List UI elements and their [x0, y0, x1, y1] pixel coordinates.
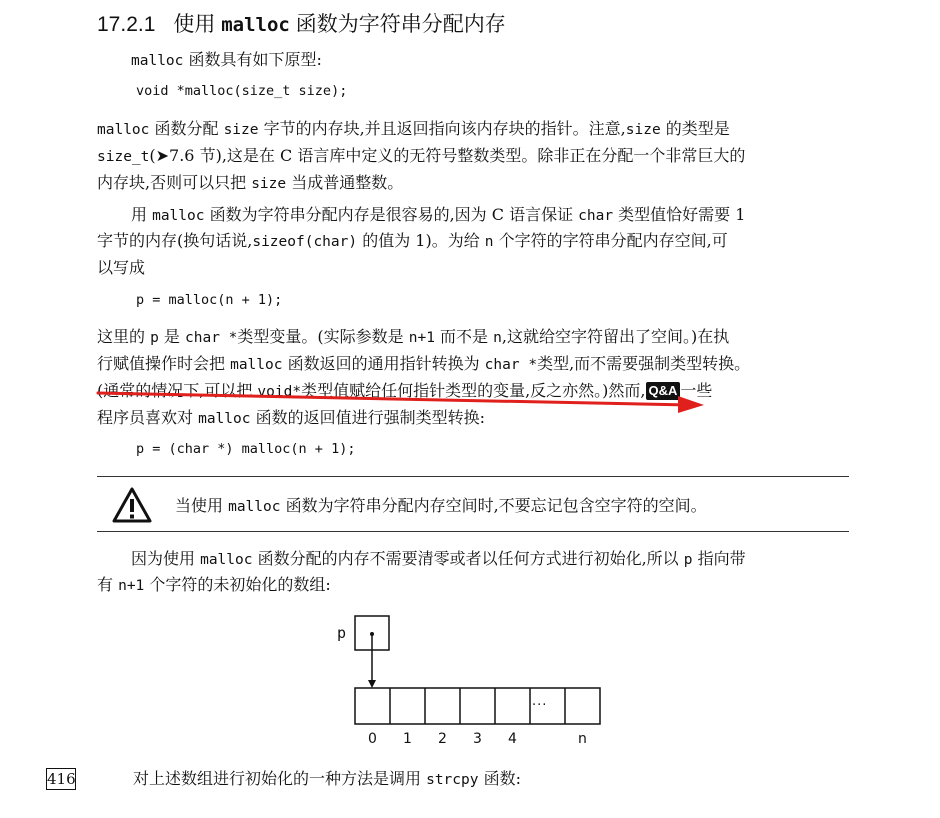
code-span: size — [251, 176, 287, 192]
code-span: size_t — [97, 149, 150, 165]
intro-text: 函数具有如下原型: — [183, 50, 322, 69]
text-span: 程序员喜欢对 — [97, 408, 199, 427]
text-span: 内存块,否则可以只把 — [97, 173, 252, 192]
text-span: 个字符的未初始化的数组: — [144, 575, 331, 594]
code-span: n — [484, 234, 494, 250]
code-span: char — [578, 208, 614, 224]
index-label: 1 — [403, 731, 412, 747]
text-span: 个字符的字符串分配内存空间,可 — [493, 231, 728, 250]
text-span: 函数: — [478, 769, 521, 788]
text-span: 类型变量。(实际参数是 — [237, 327, 409, 346]
text-span: 类型,而不需要强制类型转换。 — [537, 354, 751, 373]
code-span: malloc — [200, 552, 253, 568]
code-span: p — [683, 552, 693, 568]
code-span: char * — [484, 357, 538, 373]
code-malloc-call: p = malloc(n + 1); — [136, 292, 283, 308]
code-span: size — [223, 122, 259, 138]
pointer-label: p — [337, 624, 347, 642]
text-span: 字节的内存块,并且返回指向该内存块的指针。注意, — [258, 119, 626, 138]
index-label: 0 — [368, 731, 377, 747]
text-span: 的类型是 — [660, 119, 730, 138]
text-span: 函数为字符串分配内存空间时,不要忘记包含空字符的空间。 — [280, 496, 707, 515]
index-label: 3 — [473, 731, 482, 747]
heading-pre: 使用 — [173, 13, 222, 36]
text-span: 是 — [158, 327, 186, 346]
code-span: malloc — [230, 357, 283, 373]
array-box — [355, 688, 600, 724]
code-span: n+1 — [408, 330, 435, 346]
code-span: size — [625, 122, 661, 138]
text-span: 用 — [131, 205, 153, 224]
code-span: malloc — [97, 122, 150, 138]
text-span: 函数为字符串分配内存是很容易的,因为 C 语言保证 — [204, 205, 579, 224]
code-span: n — [493, 330, 502, 346]
text-span: 指向带 — [692, 549, 746, 568]
code-span: n+1 — [118, 578, 145, 594]
index-label: 4 — [508, 731, 517, 747]
text-span: 一些 — [680, 381, 713, 400]
code-span: malloc — [198, 411, 251, 427]
text-span: 函数分配 — [149, 119, 224, 138]
code-span: strcpy — [426, 772, 479, 788]
code-prototype: void *malloc(size_t size); — [136, 83, 348, 99]
intro-code: malloc — [131, 53, 184, 69]
text-span: 对上述数组进行初始化的一种方法是调用 — [133, 769, 427, 788]
text-span: (➤7.6 节),这是在 C 语言库中定义的无符号整数类型。除非正在分配一个非常巨大的 — [149, 146, 746, 165]
text-span: 而不是 — [434, 327, 494, 346]
code-span: char * — [185, 330, 238, 346]
text-span: 字节的内存(换句话说, — [97, 231, 253, 250]
text-span: 函数返回的通用指针转换为 — [282, 354, 485, 373]
code-cast-call: p = (char *) malloc(n + 1); — [136, 441, 356, 457]
index-label: 2 — [438, 731, 447, 747]
code-span: malloc — [228, 499, 281, 515]
pointer-arrowhead — [368, 680, 376, 688]
code-span: sizeof(char) — [252, 234, 358, 250]
text-span: 函数分配的内存不需要清零或者以任何方式进行初始化,所以 — [252, 549, 684, 568]
text-span: ,这就给空字符留出了空间。)在执 — [501, 327, 730, 346]
para2-line3: 以写成 — [97, 258, 146, 277]
page-number: 416 — [47, 770, 76, 788]
text-span: 当成普通整数。 — [286, 173, 404, 192]
text-span: 因为使用 — [131, 549, 201, 568]
text-span: 当使用 — [175, 496, 229, 515]
text-span: 行赋值操作时会把 — [97, 354, 231, 373]
code-span: p — [150, 330, 159, 346]
text-span: 有 — [97, 575, 119, 594]
index-label: n — [578, 731, 587, 747]
text-span: (通常的情况下,可以把 — [97, 381, 258, 400]
text-span: 函数的返回值进行强制类型转换: — [250, 408, 485, 427]
code-span: malloc — [152, 208, 205, 224]
text-span: 这里的 — [97, 327, 151, 346]
qa-badge[interactable]: Q&A — [646, 382, 681, 400]
array-ellipsis: ... — [532, 694, 548, 709]
text-span: 类型值恰好需要 1 — [613, 205, 746, 224]
section-number: 17.2.1 — [97, 13, 156, 36]
heading-post: 函数为字符串分配内存 — [289, 13, 506, 36]
code-span: void* — [257, 384, 302, 400]
last-line — [133, 766, 885, 793]
pointer-dot — [370, 632, 374, 636]
text-span: 类型值赋给任何指针类型的变量,反之亦然。)然而, — [301, 381, 646, 400]
text-span: 的值为 1)。为给 — [357, 231, 485, 250]
heading-code: malloc — [221, 14, 290, 36]
